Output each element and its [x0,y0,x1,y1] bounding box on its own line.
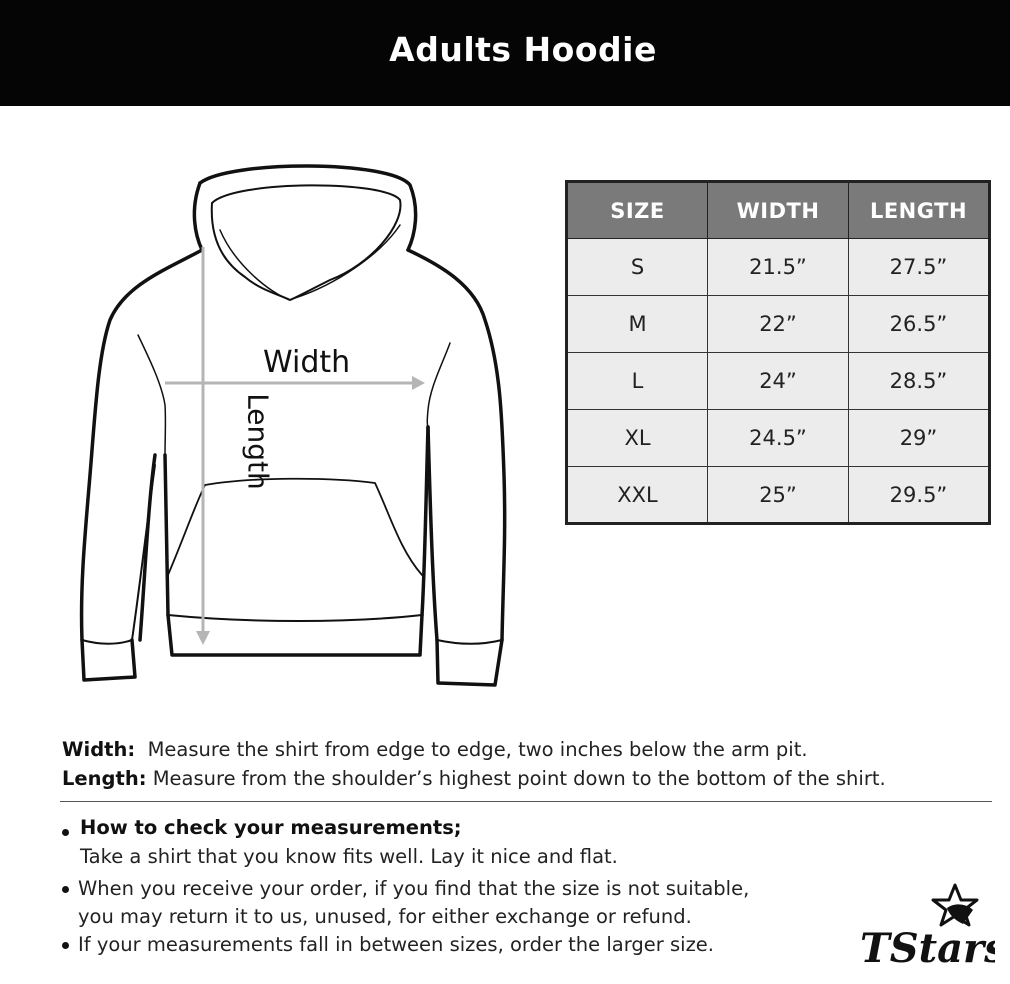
header-length: LENGTH [849,182,990,239]
table-row [567,467,990,524]
width-cell: 22” [708,296,849,353]
table-row [567,296,990,353]
table-row [567,353,990,410]
size-cell: M [567,296,708,353]
return-note-line2: you may return it to us, unused, for either exchange or refund. [78,905,692,928]
width-cell: 24” [708,353,849,410]
size-cell: XL [567,410,708,467]
length-definition-text: Measure from the shoulder’s highest point down to the bottom of the shirt. [152,767,886,790]
hoodie-outline [70,155,520,695]
width-definition [62,738,808,761]
tstars-logo [855,880,995,975]
bullet-icon [62,886,69,893]
measure-heading-text: Take a shirt that you know fits well. Lay it nice and flat. [80,845,618,868]
width-definition-text: Measure the shirt from edge to edge, two inches below the arm pit. [147,738,808,761]
size-chart-table [565,180,991,525]
table-row [567,410,990,467]
return-note-line1: When you receive your order, if you find that the size is not suitable, [78,877,750,900]
width-cell: 21.5” [708,239,849,296]
width-cell: 24.5” [708,410,849,467]
header-width: WIDTH [708,182,849,239]
header-bar [0,0,1010,106]
length-cell: 29” [849,410,990,467]
length-cell: 26.5” [849,296,990,353]
between-sizes-note: If your measurements fall in between sizes, order the larger size. [78,933,715,956]
length-cell: 29.5” [849,467,990,524]
width-cell: 25” [708,467,849,524]
section-divider [60,801,992,802]
logo-text: TStars [860,925,995,972]
length-term: Length: [62,767,147,790]
measure-heading: How to check your measurements; [80,816,462,839]
hoodie-diagram [70,155,520,695]
bullet-icon [62,942,69,949]
table-header-row [567,182,990,239]
length-label: Length [241,393,275,490]
size-cell: XXL [567,467,708,524]
length-cell: 27.5” [849,239,990,296]
length-cell: 28.5” [849,353,990,410]
star-logo-icon [855,880,995,975]
width-label: Width [263,345,351,380]
table-row [567,239,990,296]
size-cell: S [567,239,708,296]
bullet-icon [62,829,69,836]
size-cell: L [567,353,708,410]
header-size: SIZE [567,182,708,239]
page-title: Adults Hoodie [389,30,657,69]
width-term: Width: [62,738,136,761]
length-definition [62,767,886,790]
